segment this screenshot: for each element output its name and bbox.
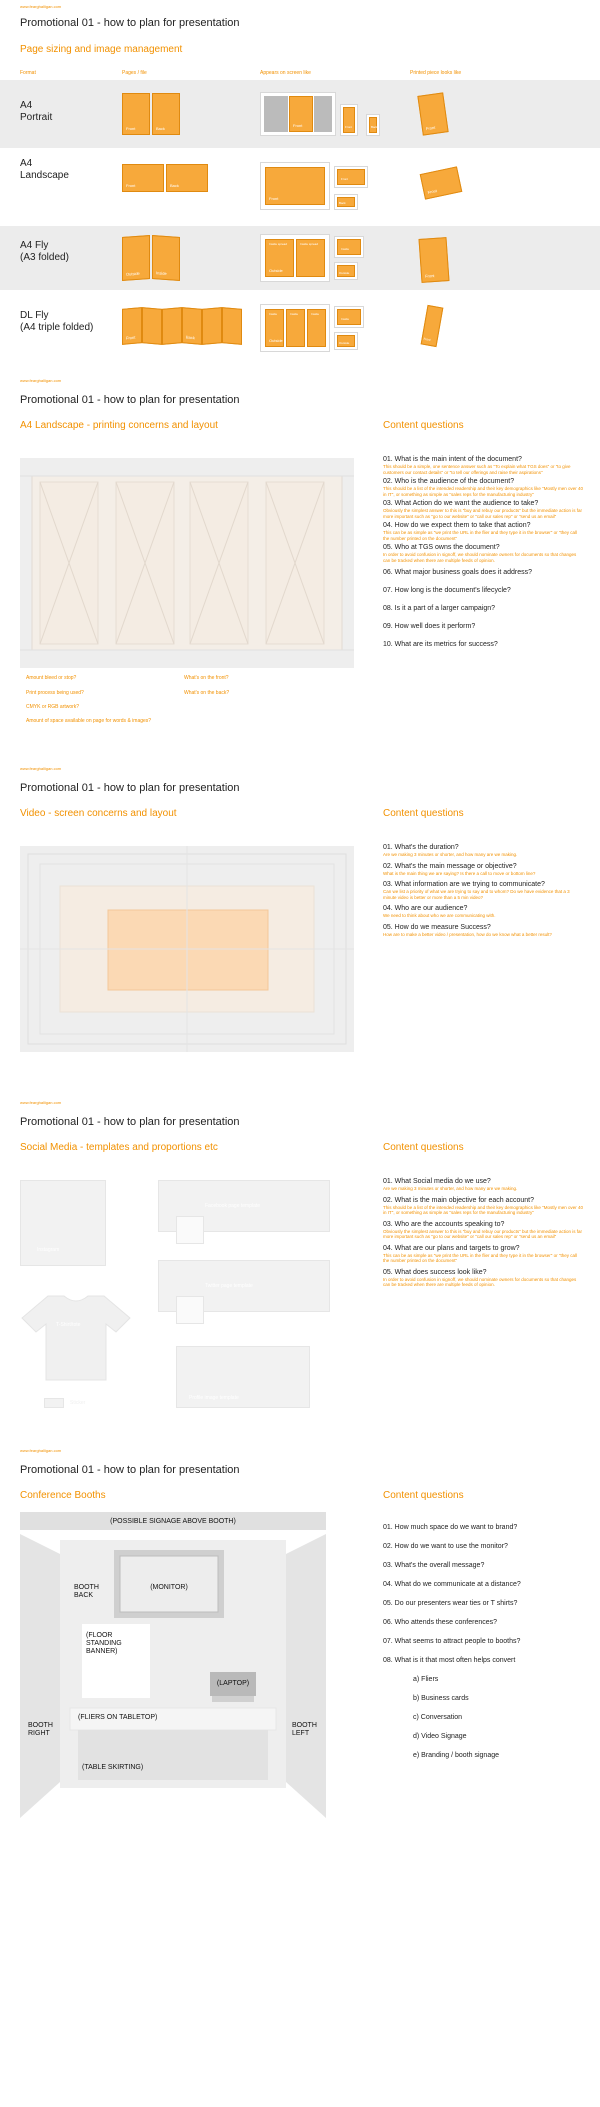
sub-item: e) Branding / booth signage	[413, 1752, 500, 1759]
question: 02. How do we want to use the monitor?	[383, 1543, 508, 1550]
page-title: Promotional 01 - how to plan for presentation	[20, 394, 240, 406]
content-questions-heading: Content questions	[383, 1142, 464, 1153]
column-header-pages: Pages / file	[122, 70, 147, 76]
page-thumbnail-back: Back	[166, 164, 208, 192]
format-label: A4 Portrait	[20, 100, 53, 123]
question: 03. What information are we trying to communicate?	[383, 881, 545, 888]
question: 05. Do our presenters wear ties or T shirts?	[383, 1600, 518, 1607]
question: 07. What seems to attract people to booths?	[383, 1638, 521, 1645]
booth-left-label: BOOTH LEFT	[292, 1722, 317, 1737]
question: 09. How well does it perform?	[383, 623, 476, 630]
content-questions-heading: Content questions	[383, 808, 464, 819]
content-questions-list	[383, 1524, 583, 1760]
page-thumbnail-back: Back	[152, 93, 180, 135]
question: 04. Who are our audience?	[383, 905, 468, 912]
thumb-preview-inside: Inside	[334, 306, 364, 328]
sub-item: a) Fliers	[413, 1676, 439, 1683]
content-questions-list	[383, 1178, 583, 1288]
page-thumbnail-inside: Inside	[152, 235, 180, 281]
question: 04. How do we expect them to take that action?	[383, 522, 531, 529]
question: 08. Is it a part of a larger campaign?	[383, 605, 496, 612]
question: 10. What are its metrics for success?	[383, 641, 498, 648]
question: 07. How long is the document's lifecycle?	[383, 587, 511, 594]
question-note: Obviously the simplest answer to this is "buy and rebuy our products" but the immediate action is far more important such as "go to our website" or "call our sales rep" or "send us an email"	[383, 1228, 583, 1239]
page-thumbnail-front: Front	[122, 164, 164, 192]
thumb-preview-front: Front	[334, 166, 368, 188]
question-note: This can be as simple as "we print the URL in the flier and they type it in the browser" or "they call the number printed on the document"	[383, 530, 577, 541]
question: 06. What major business goals does it address?	[383, 569, 533, 576]
printed-piece: Front	[420, 166, 463, 199]
video-layout-diagram	[20, 846, 354, 1052]
facebook-template: Facebook page template	[158, 1180, 330, 1232]
section-heading-page-sizing: Page sizing and image management	[20, 44, 183, 55]
instagram-template: Instagram	[20, 1180, 106, 1266]
question: 05. What does success look like?	[383, 1268, 487, 1276]
thumb-preview-front: Front	[340, 104, 358, 136]
site-url[interactable]: www.fearghalligan.com	[20, 1448, 62, 1453]
a4-layout-diagram	[20, 458, 354, 668]
sub-item: d) Video Signage	[413, 1733, 467, 1740]
content-questions-heading: Content questions	[383, 420, 464, 431]
question: 03. What Action do we want the audience to take?	[383, 500, 539, 507]
monitor-label: (MONITOR)	[150, 1584, 188, 1591]
question: 02. What's the main message or objective?	[383, 862, 517, 870]
question: 04. What are our plans and targets to grow?	[383, 1244, 520, 1252]
sticker-label: Sticker	[70, 1400, 86, 1406]
annotation: Print process being used?	[26, 690, 84, 696]
booth-diagram	[20, 1512, 326, 1818]
laptop-label: (LAPTOP)	[216, 1680, 250, 1687]
page-thumbnail-front: Front	[122, 308, 182, 344]
question-note: This should be a simple, one sentence answer such as "To explain what TGS does" or "to give customers our contact details" or "to tell our offerings and raise their aspirations"	[383, 464, 571, 475]
site-url[interactable]: www.fearghalligan.com	[20, 766, 62, 771]
printed-piece: Front	[417, 92, 448, 135]
column-header-screen: Appears on screen like	[260, 70, 311, 76]
page-title: Promotional 01 - how to plan for presentation	[20, 1116, 240, 1128]
table-skirting-label: (TABLE SKIRTING)	[82, 1764, 144, 1771]
question: 01. What is the main intent of the document?	[383, 456, 522, 463]
printed-piece: Front	[421, 305, 444, 347]
question-note: Can we list a priority of what we are trying to say and to whom? Do we have evidence that a 3 minute video is better or more than a 5 min video?	[383, 889, 570, 900]
section-heading-social-media: Social Media - templates and proportions etc	[20, 1142, 218, 1153]
twitter-template: Twitter page template	[158, 1260, 330, 1312]
sticker-template	[44, 1398, 64, 1408]
question: 01. How much space do we want to brand?	[383, 1524, 518, 1531]
annotation: What's on the back?	[184, 690, 230, 696]
question-note: This should be a list of the intended readership and their key demographics like "Mostly men over 40 in IT", or something as simple as "sales reps for the manufacturing industry"	[383, 1204, 583, 1215]
tshirt-template	[20, 1292, 132, 1382]
question-note: In order to avoid confusion in signoff, we should nominate owners for documents so that changes can be tracked when there are multiple feeds of opinion.	[383, 1276, 577, 1287]
question-note: Obviously the simplest answer to this is "buy and rebuy our products" but the immediate action is far more important such as "go to our website" or "call our sales rep" or "send us an email"	[383, 508, 583, 519]
facebook-profile-thumb	[176, 1216, 204, 1244]
sub-item: b) Business cards	[413, 1695, 469, 1702]
booth-back-label: BOOTH BACK	[74, 1584, 99, 1599]
thumb-preview-outside: Outside	[334, 262, 358, 280]
thumb-preview-back: Back	[334, 194, 358, 210]
site-url[interactable]: www.fearghalligan.com	[20, 1100, 62, 1105]
page-thumbnail-front: Front	[122, 93, 150, 135]
fliers-label: (FLIERS ON TABLETOP)	[78, 1714, 158, 1721]
question: 03. What's the overall message?	[383, 1562, 485, 1569]
section-heading-video: Video - screen concerns and layout	[20, 808, 177, 819]
question: 06. Who attends these conferences?	[383, 1619, 498, 1626]
question: 05. How do we measure Success?	[383, 923, 491, 931]
screen-preview: Outside Inside spread Inside spread	[260, 234, 330, 282]
booth-signage-label: (POSSIBLE SIGNAGE ABOVE BOOTH)	[110, 1518, 236, 1525]
screen-preview: Front	[260, 162, 330, 210]
question: 01. What's the duration?	[383, 844, 459, 851]
section-heading-a4-landscape: A4 Landscape - printing concerns and layout	[20, 420, 218, 431]
question: 05. Who at TGS owns the document?	[383, 544, 500, 551]
thumb-preview-back: Back	[366, 114, 380, 136]
twitter-profile-thumb	[176, 1296, 204, 1324]
question: 01. What Social media do we use?	[383, 1178, 491, 1185]
format-label: A4 Fly (A3 folded)	[20, 240, 69, 263]
question-note: Are we making 3 minutes or shorter, and how many are we making.	[383, 852, 518, 857]
page-title: Promotional 01 - how to plan for presentation	[20, 17, 240, 29]
page-thumbnail-back: Back	[182, 308, 242, 344]
question: 04. What do we communicate at a distance?	[383, 1581, 521, 1588]
content-questions-list	[383, 456, 583, 649]
question-note: Are we making 3 minutes or shorter, and how many are we making.	[383, 1186, 518, 1191]
question: 02. What is the main objective for each account?	[383, 1196, 534, 1204]
question-note: We need to think about who we are communicating with.	[383, 913, 496, 918]
question: 08. What is it that most often helps convert	[383, 1657, 516, 1664]
sub-item: c) Conversation	[413, 1714, 463, 1721]
question-note: This should be a list of the intended readership and their key demographics like "Mostly men over 40 in IT", or something as simple as "sales reps for the manufacturing industry"	[383, 486, 583, 497]
annotation: CMYK or RGB artwork?	[26, 704, 80, 710]
screen-preview: Front	[260, 92, 336, 136]
site-url[interactable]: www.fearghalligan.com	[20, 4, 62, 9]
question-note: What is the main thing we are saying? Is there a call to move or bottom line?	[383, 870, 536, 876]
content-questions-heading: Content questions	[383, 1490, 464, 1501]
column-header-format: Format	[20, 70, 36, 76]
section-heading-conference-booths: Conference Booths	[20, 1490, 106, 1501]
question: 02. Who is the audience of the document?	[383, 478, 515, 485]
question-note: This can be as simple as "we print the URL in the flier and they type it in the browser" or "they call the number printed on the document"	[383, 1252, 577, 1263]
page-title: Promotional 01 - how to plan for presentation	[20, 782, 240, 794]
tshirt-label: T-Shirt/tote	[56, 1322, 81, 1328]
column-header-printed: Printed piece looks like	[410, 70, 462, 76]
page-title: Promotional 01 - how to plan for presentation	[20, 1464, 240, 1476]
question-note: How are to make a better video / presentation, how do we know what a better result?	[383, 931, 552, 937]
thumb-preview-inside: Inside	[334, 236, 364, 258]
format-label: A4 Landscape	[20, 158, 69, 181]
format-label: DL Fly (A4 triple folded)	[20, 310, 94, 333]
linkedin-template: Profile image template	[176, 1346, 310, 1408]
banner-label: (FLOOR STANDING BANNER)	[86, 1632, 122, 1655]
printed-piece: Front	[418, 237, 449, 283]
annotation: Amount of space available on page for words & images?	[26, 718, 152, 724]
screen-preview: Inside Outside Inside Inside	[260, 304, 330, 352]
annotation: What's on the front?	[184, 675, 229, 681]
question-note: In order to avoid confusion in signoff, we should nominate owners for documents so that changes can be tracked when there are multiple feeds of opinion.	[383, 552, 577, 563]
content-questions-list	[383, 844, 583, 937]
thumb-preview-outside: Outside	[334, 332, 358, 350]
booth-right-label: BOOTH RIGHT	[28, 1722, 53, 1737]
annotation: Amount bleed or stop?	[26, 675, 77, 681]
question: 03. Who are the accounts speaking to?	[383, 1220, 505, 1228]
site-url[interactable]: www.fearghalligan.com	[20, 378, 62, 383]
page-thumbnail-outside: Outside	[122, 235, 150, 281]
